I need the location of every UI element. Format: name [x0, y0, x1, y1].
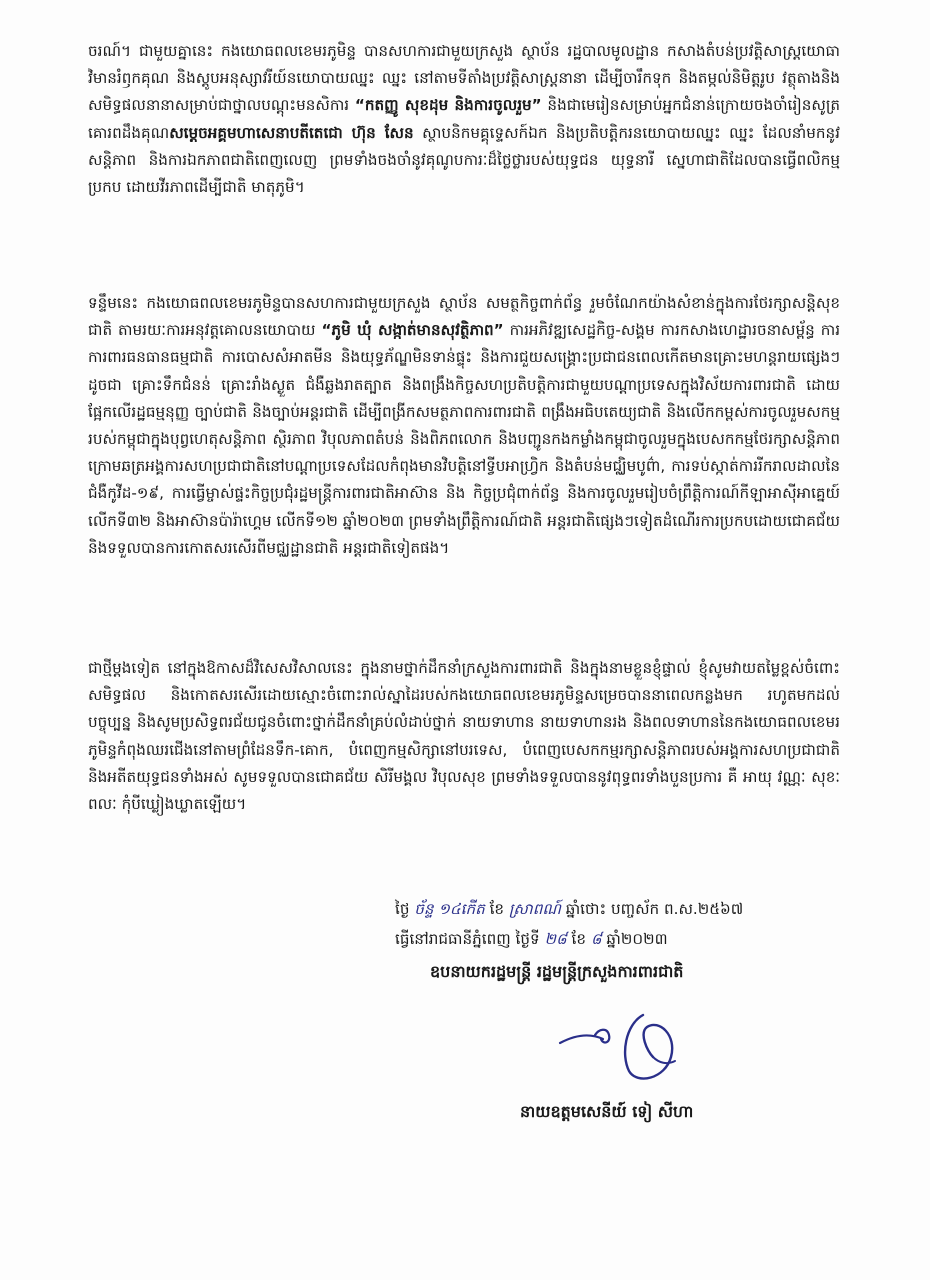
- lunar-date-month-label: ខែ: [489, 900, 505, 918]
- paragraph-2-text-a: ទន្ទឹមនេះ កងយោធពលខេមរភូមិន្ទបានសហការជាមួយក្រសួង ស្ថាប័ន សមត្ថកិច្ចពាក់ព័ន្ធ រួមចំណែកយ៉ាងសំខាន់ក្នុងការថែរក្សាសន្តិសុខជាតិ តាមរយៈការអនុវត្តគោលនយោបាយ: [88, 294, 840, 340]
- solar-date-prefix: ធ្វើនៅរាជធានីភ្នំពេញ ថ្ងៃទី: [395, 930, 540, 948]
- paragraph-1-text-b: និងជាមេរៀនសម្រាប់អ្នកជំនាន់ក្រោយចងចាំរៀនសូត្រ គោរពដឹងគុណ: [88, 96, 840, 142]
- paragraph-2-text-b: ការអភិវឌ្ឍសេដ្ឋកិច្ច-សង្គម ការកសាងហេដ្ឋារចនាសម្ព័ន្ធ ការការពារធនធានធម្មជាតិ ការបោសសំអាតមីន និងយុទ្ធភ័ណ្ឌមិនទាន់ផ្ទុះ និងការជួយសង្គ្រោះប្រជាជនពេលកើតមានគ្រោះមហន្តរាយផ្សេងៗ ដូចជា គ្រោះទឹកជំនន់ គ្រោះរាំងស្ងួត ជំងឺឆ្លងរាតត្បាត និងពង្រឹងកិច្ចសហប្រតិបត្តិការជាមួយបណ្តាប្រទេសក្នុងវិស័យការពារជាតិ ដោយផ្អែកលើរដ្ឋធម្មនុញ្ញ ច្បាប់ជាតិ និងច្បាប់អន្តរជាតិ ដើម្បីពង្រីកសមត្ថភាពការពារជាតិ ពង្រឹងអធិបតេយ្យជាតិ និងលើកកម្ពស់ការចូលរួមសកម្មរបស់កម្ពុជាក្នុងបុព្វហេតុសន្តិភាព ស្ថិរភាព វិបុលភាពតំបន់ និងពិភពលោក និងបញ្ជូនកងកម្លាំងកម្ពុជាចូលរួមក្នុងបេសកកម្មថែរក្សាសន្តិភាព ក្រោមឆត្រអង្គការសហប្រជាជាតិនៅបណ្តាប្រទេសដែលកំពុងមានវិបត្តិនៅទ្វីបអាហ្វ្រិក និងតំបន់មជ្ឈិមបូព៌ា, ការទប់ស្កាត់ការរីករាលដាលនៃជំងឺកូវីដ-១៩, ការធ្វើម្ចាស់ផ្ទះកិច្ចប្រជុំរដ្ឋមន្ត្រីការពារជាតិអាស៊ាន និង កិច្ចប្រជុំពាក់ព័ន្ធ និងការចូលរួមរៀបចំព្រឹត្តិការណ៍កីឡាអាស៊ីអាគ្នេយ៍ លើកទី៣២ និងអាស៊ានប៉ារ៉ាហ្គេម លើកទី១២ ឆ្នាំ២០២៣ ព្រមទាំងព្រឹត្តិការណ៍ជាតិ អន្តរជាតិផ្សេងៗទៀតដំណើរការប្រកបដោយជោគជ័យ និងទទួលបានការកោតសរសើរពីមជ្ឈដ្ឋានជាតិ អន្តរជាតិទៀតផង។: [88, 321, 840, 557]
- handwritten-signature: [555, 1005, 705, 1085]
- signatory-name: នាយឧត្តមសេនីយ៍ ទៀ សីហា: [520, 1102, 694, 1121]
- solar-date-month-label: ខែ: [571, 930, 586, 948]
- solar-date-handwritten-month: ៨: [590, 930, 602, 948]
- paragraph-1-text-c: ស្ថាបនិកមគ្គុទ្ទេសក៍ឯក និងប្រតិបត្តិករនយោបាយឈ្នះ ឈ្នះ ដែលនាំមកនូវសន្តិភាព និងការឯកភាពជាតិពេញលេញ ព្រមទាំងចងចាំនូវគុណូបការៈដ៏ថ្លៃថ្លារបស់យុទ្ធជន យុទ្ធនារី ស្នេហាជាតិដែលបានធ្វើពលិកម្មប្រកប ដោយវីរភាពដើម្បីជាតិ មាតុភូមិ។: [88, 123, 840, 197]
- signatory-title: ឧបនាយករដ្ឋមន្ត្រី រដ្ឋមន្ត្រីក្រសួងការពារជាតិ: [430, 962, 684, 981]
- paragraph-2: [88, 290, 840, 650]
- lunar-date-prefix: ថ្ងៃ: [395, 900, 410, 918]
- lunar-date-line: [395, 895, 855, 923]
- paragraph-1-bold-name: សម្តេចអគ្គមហាសេនាបតីតេជោ ហ៊ុន សែន: [169, 123, 414, 142]
- solar-date-handwritten-day: ២៨: [544, 930, 567, 948]
- paragraph-2-bold-quote: “ភូមិ ឃុំ សង្កាត់មានសុវត្ថិភាព”: [321, 321, 504, 340]
- paragraph-1-bold-quote: “កតញ្ញូ សុខដុម និងការចូលរួម”: [354, 96, 542, 115]
- solar-date-suffix: ឆ្នាំ២០២៣: [606, 930, 668, 948]
- paragraph-1-text-a: ចរណ៍។ ជាមួយគ្នានេះ កងយោធពលខេមរភូមិន្ទ បានសហការជាមួយក្រសួង ស្ថាប័ន រដ្ឋបាលមូលដ្ឋាន កសាងតំបន់ប្រវត្តិសាស្ត្រយោធា វិមានរំឭកគុណ និងស្តូបអនុស្សាវរីយ៍នយោបាយឈ្នះ ឈ្នះ នៅតាមទីតាំងប្រវត្តិសាស្ត្រនានា ដើម្បីចារឹកទុក និងតម្កល់និមិត្តរូប វត្ថុតាងនិងសមិទ្ធផលនានាសម្រាប់ជាថ្នាលបណ្តុះមនសិការ: [88, 42, 840, 115]
- paragraph-1: [88, 38, 840, 286]
- lunar-date-suffix: ឆ្នាំថោះ បញ្ចស័ក ព.ស.២៥៦៧: [565, 900, 744, 918]
- lunar-date-handwritten-day: ច័ន្ទ ១៤កើត: [414, 900, 485, 918]
- solar-date-line: [395, 925, 855, 953]
- lunar-date-handwritten-month: ស្រាពណ៍: [508, 900, 561, 918]
- paragraph-3: ជាថ្មីម្តងទៀត នៅក្នុងឱកាសដ៏វិសេសវិសាលនេះ ក្នុងនាមថ្នាក់ដឹកនាំក្រសួងការពារជាតិ និងក្នុងនាមខ្លួនខ្ញុំផ្ទាល់ ខ្ញុំសូមវាយតម្លៃខ្ពស់ចំពោះសមិទ្ធផល និងកោតសរសើរដោយស្មោះចំពោះរាល់ស្នាដៃរបស់កងយោធពលខេមរភូមិន្ទសម្រេចបាននាពេលកន្លងមក រហូតមកដល់បច្ចុប្បន្ន និងសូមប្រសិទ្ធពរជ័យជូនចំពោះថ្នាក់ដឹកនាំគ្រប់លំដាប់ថ្នាក់ នាយទាហាន នាយទាហានរង និងពលទាហាននៃកងយោធពលខេមរភូមិន្ទកំពុងឈរជើងនៅតាមព្រំដែនទឹក-គោក, បំពេញកម្មសិក្សានៅបរទេស, បំពេញបេសកកម្មរក្សាសន្តិភាពរបស់អង្គការសហប្រជាជាតិ និងអតីតយុទ្ធជនទាំងអស់ សូមទទួលបានជោគជ័យ សិរីមង្គល វិបុលសុខ ព្រមទាំងទទួលបាននូវពុទ្ធពរទាំងបួនប្រការ គឺ អាយុ វណ្ណៈ សុខៈ ពលៈ កុំបីឃ្លៀងឃ្លាតឡើយ។: [88, 659, 840, 814]
